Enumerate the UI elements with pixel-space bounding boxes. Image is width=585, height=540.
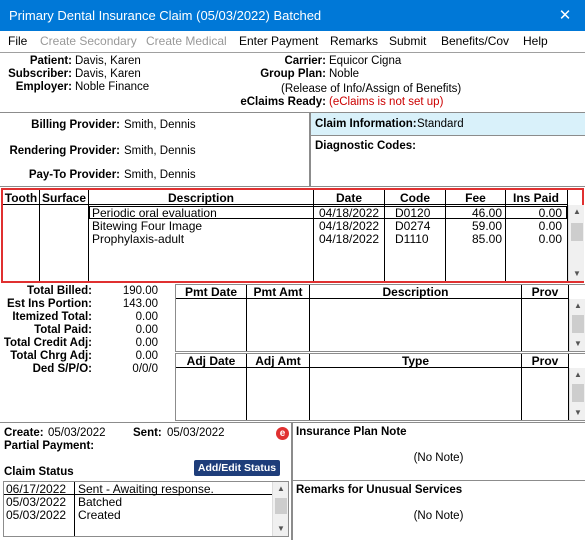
procedures-grid[interactable] <box>1 188 584 283</box>
eclaims-label: eClaims Ready: <box>240 96 326 108</box>
menu-file[interactable]: File <box>8 34 28 48</box>
est-ins-label: Est Ins Portion: <box>7 298 92 310</box>
payments-scrollbar[interactable] <box>569 299 585 351</box>
proc-date: 04/18/2022 <box>319 219 380 233</box>
proc-fee: 85.00 <box>471 232 502 246</box>
rendering-provider-value[interactable]: Smith, Dennis <box>124 145 196 157</box>
scroll-up-icon[interactable]: ▲ <box>573 207 581 216</box>
scroll-thumb[interactable] <box>275 498 287 514</box>
col-pmt-prov[interactable]: Prov <box>531 285 559 299</box>
menu-enter-payment[interactable]: Enter Payment <box>239 34 319 48</box>
claim-status-list[interactable] <box>3 481 289 537</box>
menu-remarks[interactable]: Remarks <box>330 34 379 48</box>
add-edit-status-button[interactable]: Add/Edit Status <box>194 460 280 476</box>
payto-provider-label: Pay-To Provider: <box>28 169 120 181</box>
adjustments-scrollbar[interactable] <box>569 368 585 420</box>
total-chrg-adj-label: Total Chrg Adj: <box>10 350 92 362</box>
payments-grid[interactable] <box>175 284 585 352</box>
proc-date: 04/18/2022 <box>319 206 380 220</box>
billing-provider-label: Billing Provider: <box>31 119 120 131</box>
col-ins-paid[interactable]: Ins Paid <box>512 191 559 205</box>
claim-info-label: Claim Information: <box>315 118 417 130</box>
carrier-value: Equicor Cigna <box>329 55 402 67</box>
col-adj-type[interactable]: Type <box>401 354 430 368</box>
sent-label: Sent: <box>133 427 162 439</box>
proc-description: Prophylaxis-adult <box>92 232 185 246</box>
window-title: Primary Dental Insurance Claim (05/03/2022) Batched <box>9 8 322 23</box>
proc-fee: 59.00 <box>471 219 502 233</box>
ded-spo-label: Ded S/P/O: <box>32 363 92 375</box>
total-billed-value: 190.00 <box>122 285 158 297</box>
col-pmt-amt[interactable]: Pmt Amt <box>253 285 303 299</box>
scroll-down-icon[interactable]: ▼ <box>574 408 582 417</box>
subscriber-value: Davis, Karen <box>75 68 141 80</box>
patient-value: Davis, Karen <box>75 55 141 67</box>
col-surface[interactable]: Surface <box>41 191 87 205</box>
rendering-provider-label: Rendering Provider: <box>9 145 120 157</box>
procedure-row[interactable] <box>3 232 567 245</box>
menu-divider <box>0 52 585 53</box>
col-adj-date[interactable]: Adj Date <box>186 354 236 368</box>
group-plan-value: Noble <box>329 68 360 80</box>
scroll-up-icon[interactable]: ▲ <box>574 301 582 310</box>
create-label: Create: <box>4 427 44 439</box>
scroll-thumb[interactable] <box>572 315 584 333</box>
scroll-down-icon[interactable]: ▼ <box>277 524 285 533</box>
partial-payment-label: Partial Payment: <box>4 440 95 452</box>
diagnostic-codes-label: Diagnostic Codes: <box>315 140 416 152</box>
title-bar <box>0 0 585 31</box>
menu-submit[interactable]: Submit <box>389 34 427 48</box>
menu-benefits-cov[interactable]: Benefits/Cov <box>441 34 510 48</box>
remarks-panel[interactable] <box>292 480 585 540</box>
procedure-row[interactable] <box>3 219 567 232</box>
proc-ins-paid: 0.00 <box>538 206 562 220</box>
ded-spo-value: 0/0/0 <box>132 363 158 375</box>
col-pmt-description[interactable]: Description <box>382 285 449 299</box>
status-text: Created <box>78 508 121 522</box>
menu-create-secondary[interactable]: Create Secondary <box>40 34 137 48</box>
diagnostic-panel <box>310 135 585 187</box>
col-description[interactable]: Description <box>167 191 234 205</box>
remarks-value: (No Note) <box>413 510 464 522</box>
remarks-label: Remarks for Unusual Services <box>296 484 463 496</box>
status-date: 05/03/2022 <box>6 495 67 509</box>
col-pmt-date[interactable]: Pmt Date <box>184 285 237 299</box>
col-date[interactable]: Date <box>335 191 362 205</box>
status-date: 05/03/2022 <box>6 508 67 522</box>
menu-bar <box>0 31 585 52</box>
status-scrollbar[interactable] <box>272 482 288 536</box>
total-paid-label: Total Paid: <box>34 324 92 336</box>
claim-info-value: Standard <box>417 118 464 130</box>
subscriber-label: Subscriber: <box>8 68 72 80</box>
procedure-row[interactable] <box>3 206 567 219</box>
plan-note-panel[interactable] <box>292 422 585 481</box>
scroll-down-icon[interactable]: ▼ <box>574 339 582 348</box>
total-billed-label: Total Billed: <box>27 285 92 297</box>
eclaim-icon[interactable]: e <box>276 427 289 440</box>
proc-description: Periodic oral evaluation <box>92 206 217 220</box>
carrier-label: Carrier: <box>284 55 326 67</box>
proc-date: 04/18/2022 <box>319 232 380 246</box>
billing-provider-value[interactable]: Smith, Dennis <box>124 119 196 131</box>
proc-code: D0274 <box>395 219 431 233</box>
col-code[interactable]: Code <box>400 191 430 205</box>
release-info: (Release of Info/Assign of Benefits) <box>281 83 462 95</box>
create-value: 05/03/2022 <box>48 427 106 439</box>
sent-value: 05/03/2022 <box>167 427 225 439</box>
col-fee[interactable]: Fee <box>465 191 486 205</box>
scroll-up-icon[interactable]: ▲ <box>574 370 582 379</box>
group-plan-label: Group Plan: <box>260 68 326 80</box>
est-ins-value: 143.00 <box>122 298 158 310</box>
menu-help[interactable]: Help <box>523 34 548 48</box>
status-row[interactable] <box>4 508 272 521</box>
total-chrg-adj-value: 0.00 <box>135 350 158 362</box>
payto-provider-value[interactable]: Smith, Dennis <box>124 169 196 181</box>
employer-value: Noble Finance <box>75 81 150 93</box>
scroll-thumb[interactable] <box>572 384 584 402</box>
patient-label: Patient: <box>29 55 72 67</box>
scroll-thumb[interactable] <box>571 223 583 241</box>
itemized-total-value: 0.00 <box>135 311 158 323</box>
total-credit-adj-label: Total Credit Adj: <box>3 337 92 349</box>
claim-info-panel[interactable] <box>310 112 585 136</box>
procedures-scrollbar[interactable] <box>568 205 584 281</box>
total-credit-adj-value: 0.00 <box>135 337 158 349</box>
proc-ins-paid: 0.00 <box>538 219 562 233</box>
menu-create-medical[interactable]: Create Medical <box>146 34 227 48</box>
proc-description: Bitewing Four Image <box>92 219 203 233</box>
status-row[interactable] <box>4 482 272 495</box>
total-paid-value: 0.00 <box>135 324 158 336</box>
close-icon[interactable]: ✕ <box>558 7 572 24</box>
scroll-up-icon[interactable]: ▲ <box>277 484 285 493</box>
eclaims-value: (eClaims is not set up) <box>329 96 444 108</box>
plan-note-label: Insurance Plan Note <box>296 426 407 438</box>
status-text: Batched <box>78 495 123 509</box>
proc-ins-paid: 0.00 <box>538 232 562 246</box>
proc-code: D0120 <box>395 206 431 220</box>
scroll-down-icon[interactable]: ▼ <box>573 269 581 278</box>
col-adj-prov[interactable]: Prov <box>531 354 559 368</box>
adjustments-grid[interactable] <box>175 353 585 421</box>
proc-code: D1110 <box>395 232 429 246</box>
proc-fee: 46.00 <box>471 206 502 220</box>
status-row[interactable] <box>4 495 272 508</box>
employer-label: Employer: <box>15 81 72 93</box>
col-tooth[interactable]: Tooth <box>4 191 38 205</box>
itemized-total-label: Itemized Total: <box>12 311 92 323</box>
status-text: Sent - Awaiting response. <box>78 482 214 496</box>
col-adj-amt[interactable]: Adj Amt <box>255 354 301 368</box>
claim-status-label: Claim Status <box>4 466 74 478</box>
status-date: 06/17/2022 <box>6 482 67 496</box>
plan-note-value: (No Note) <box>413 452 464 464</box>
